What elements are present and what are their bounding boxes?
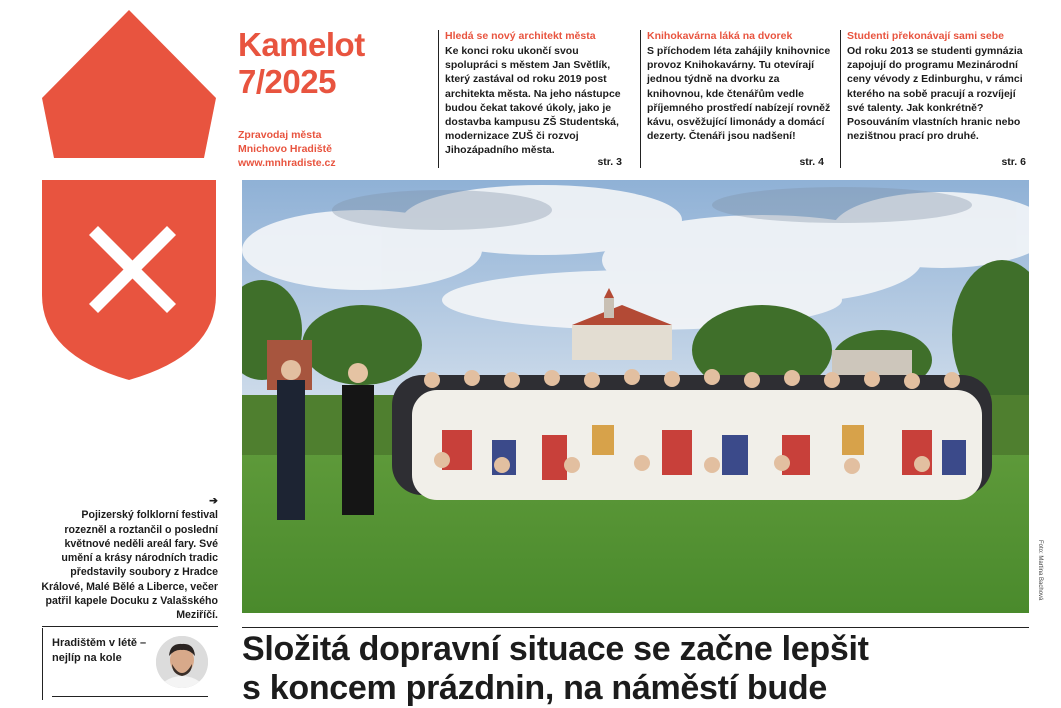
teaser-page-ref: str. 6 xyxy=(1001,156,1026,168)
teaser-body: Od roku 2013 se studenti gymnázia zapojují do programu Mezinárodní ceny vévody z Edinburghu, v rámci kterého na sobě pracují a rozvíjejí své talenty. Jak konkrétně? Posouváním vlastních hranic nebo nezištnou prací pro druhé. xyxy=(847,45,1023,143)
cover-photo xyxy=(242,180,1029,613)
masthead-sub-line2: Mnichovo Hradiště xyxy=(238,143,332,155)
city-crest-icon xyxy=(40,10,218,380)
person-avatar xyxy=(156,636,208,688)
caption-text: Pojizerský folklorní festival rozezněl a roztančil o poslední květnové neděli areál fary. Své umění a krásy národních tradic představily soubory z Hradce Králové, Malé Bělé a Liberce, večer patřil kapele Docuku z Valašského Meziříčí. xyxy=(41,509,218,622)
divider xyxy=(52,696,208,697)
sidebox-cycling[interactable] xyxy=(42,628,218,700)
photo-credit-text: Foto: Martina Bachová xyxy=(1037,540,1043,601)
teaser-page-ref: str. 3 xyxy=(597,156,622,168)
teaser-headline: Knihokavárna láká na dvorek xyxy=(647,30,793,42)
headline-line2: s koncem prázdnin, na náměstí bude xyxy=(242,669,827,707)
masthead-title xyxy=(238,26,428,100)
person-avatar-icon xyxy=(156,636,208,688)
sidebox-title: Hradištěm v létě – nejlíp na kole xyxy=(52,637,147,664)
lead-headline[interactable] xyxy=(242,630,1029,708)
masthead-sub-line1: Zpravodaj města xyxy=(238,129,322,141)
teaser-students[interactable] xyxy=(840,30,1036,168)
masthead xyxy=(238,26,428,170)
teaser-page-ref: str. 4 xyxy=(799,156,824,168)
folk-festival-group-photo-icon xyxy=(242,180,1029,613)
masthead-title-name: Kamelot xyxy=(238,26,365,63)
teaser-headline: Studenti překonávají sami sebe xyxy=(847,30,1004,42)
headline-line1: Složitá dopravní situace se začne lepšit xyxy=(242,630,869,668)
masthead-issue: 7/2025 xyxy=(238,63,336,100)
teaser-body: S příchodem léta zahájily knihovnice provoz Knihokavárny. Tu otevírají jednou týdně na dvorku za knihovnou, kde čtenářům vedle příjemného prostředí nabízejí rovněž kávu, osvěžující limonády a domácí dezerty. Čtenáři jsou nadšení! xyxy=(647,45,831,143)
teaser-library-cafe[interactable] xyxy=(640,30,834,168)
teaser-headline: Hledá se nový architekt města xyxy=(445,30,596,42)
divider xyxy=(42,628,43,700)
city-logo xyxy=(40,10,218,380)
masthead-subtitle xyxy=(238,128,428,170)
teaser-body: Ke konci roku ukončí svou spolupráci s městem Jan Světlík, který zastával od roku 2019 post architekta města. Na jeho nástupce budou čekat takové úkoly, jako je dostavba kampusu ZŠ Studentská, modernizace ZUŠ či rozvoj Jihozápadního města. xyxy=(445,45,621,157)
divider xyxy=(42,626,218,627)
divider xyxy=(242,627,1029,628)
teaser-architect[interactable] xyxy=(438,30,632,168)
photo-caption xyxy=(40,494,218,623)
masthead-website-link[interactable]: www.mnhradiste.cz xyxy=(238,157,336,169)
photo-credit xyxy=(1033,540,1043,615)
arrow-right-icon: ➔ xyxy=(209,495,218,507)
